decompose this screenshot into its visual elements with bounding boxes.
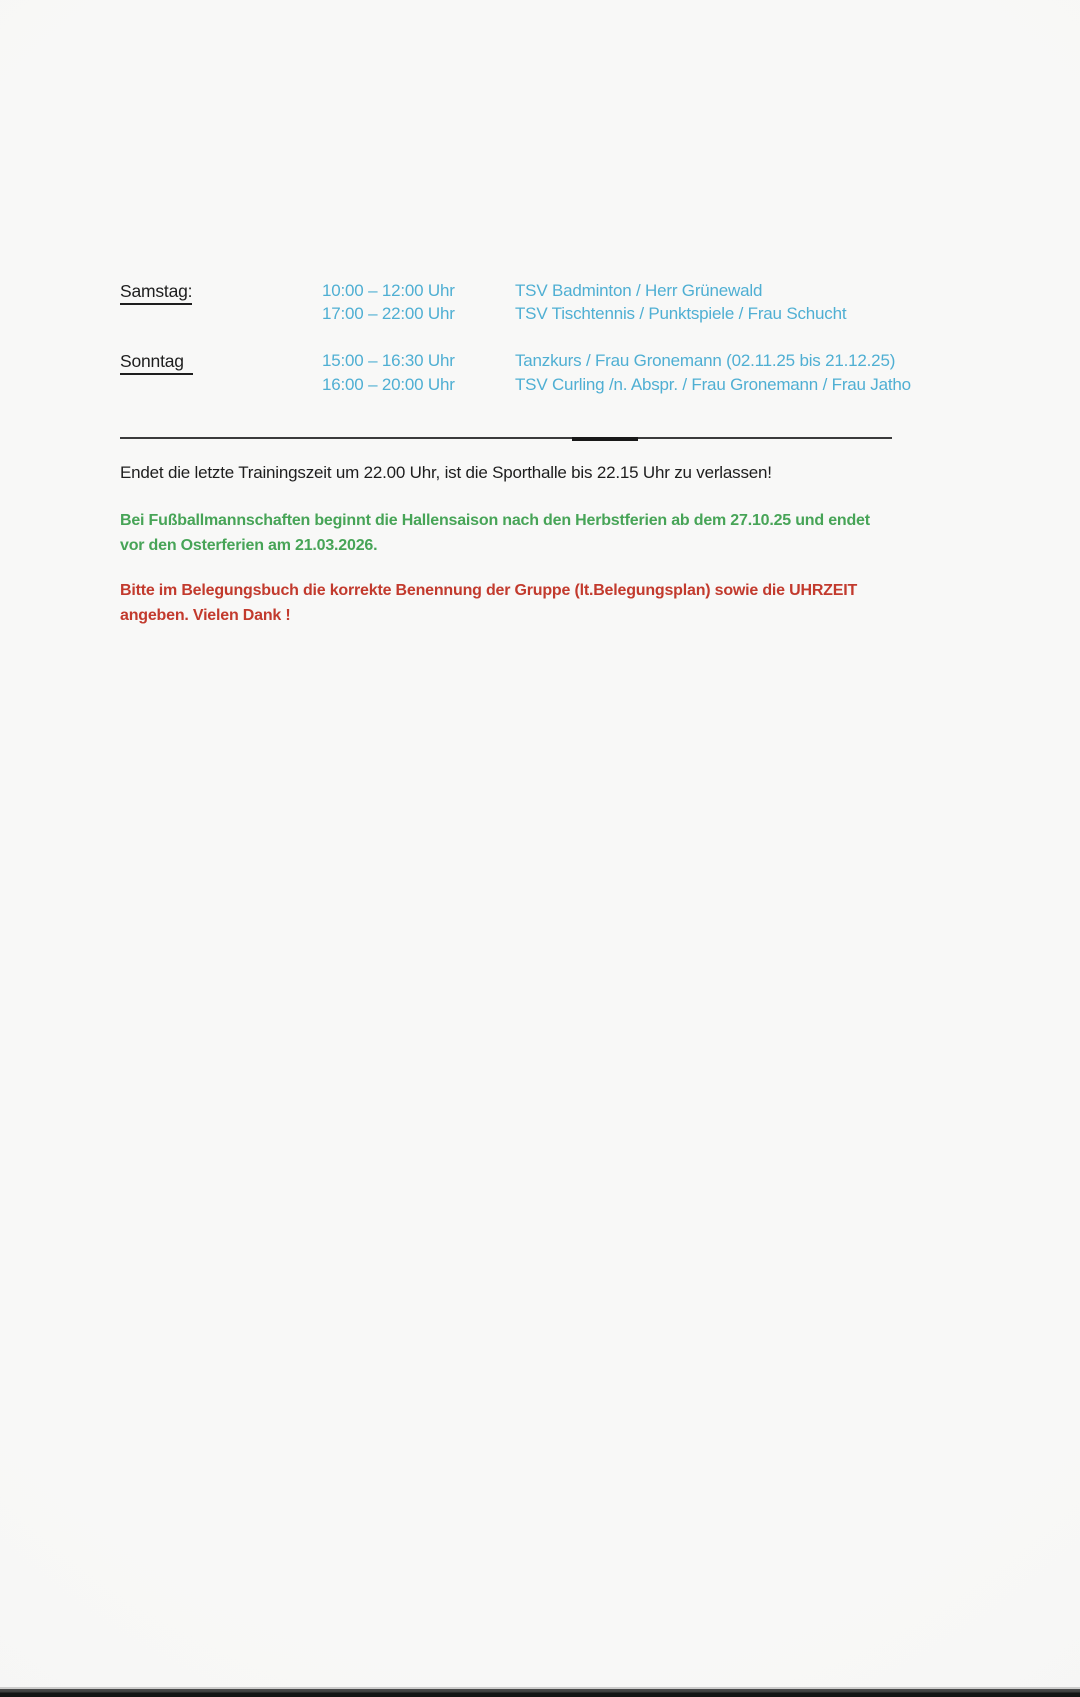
day-label-samstag: Samstag: (120, 281, 192, 305)
season-note-line-1: Bei Fußballmannschaften beginnt die Hallensaison nach den Herbstferien ab dem 27.10.25 und endet (120, 512, 870, 529)
time-range: 15:00 – 16:30 Uhr (322, 351, 455, 370)
activity-text: TSV Curling /n. Abspr. / Frau Gronemann / Frau Jatho (515, 375, 911, 394)
activity-text: Tanzkurs / Frau Gronemann (02.11.25 bis 21.12.25) (515, 351, 896, 370)
divider-bold-segment (572, 437, 638, 441)
booking-note-line-1: Bitte im Belegungsbuch die korrekte Benennung der Gruppe (lt.Belegungsplan) sowie die UHRZEIT (120, 582, 858, 599)
day-label-sonntag: Sonntag (120, 351, 193, 375)
photo-bottom-edge (0, 1687, 1080, 1697)
time-range: 10:00 – 12:00 Uhr (322, 281, 455, 300)
activity-text: TSV Badminton / Herr Grünewald (515, 281, 763, 300)
booking-note (120, 578, 857, 628)
time-range: 17:00 – 22:00 Uhr (322, 304, 455, 323)
activity-text: TSV Tischtennis / Punktspiele / Frau Schucht (515, 304, 847, 323)
season-note-line-2: vor den Osterferien am 21.03.2026. (120, 537, 378, 554)
season-note (120, 508, 870, 558)
time-range: 16:00 – 20:00 Uhr (322, 375, 455, 394)
booking-note-line-2: angeben. Vielen Dank ! (120, 607, 291, 624)
divider-line (120, 437, 892, 439)
closing-time-note: Endet die letzte Trainingszeit um 22.00 Uhr, ist die Sporthalle bis 22.15 Uhr zu verlassen! (120, 463, 772, 482)
